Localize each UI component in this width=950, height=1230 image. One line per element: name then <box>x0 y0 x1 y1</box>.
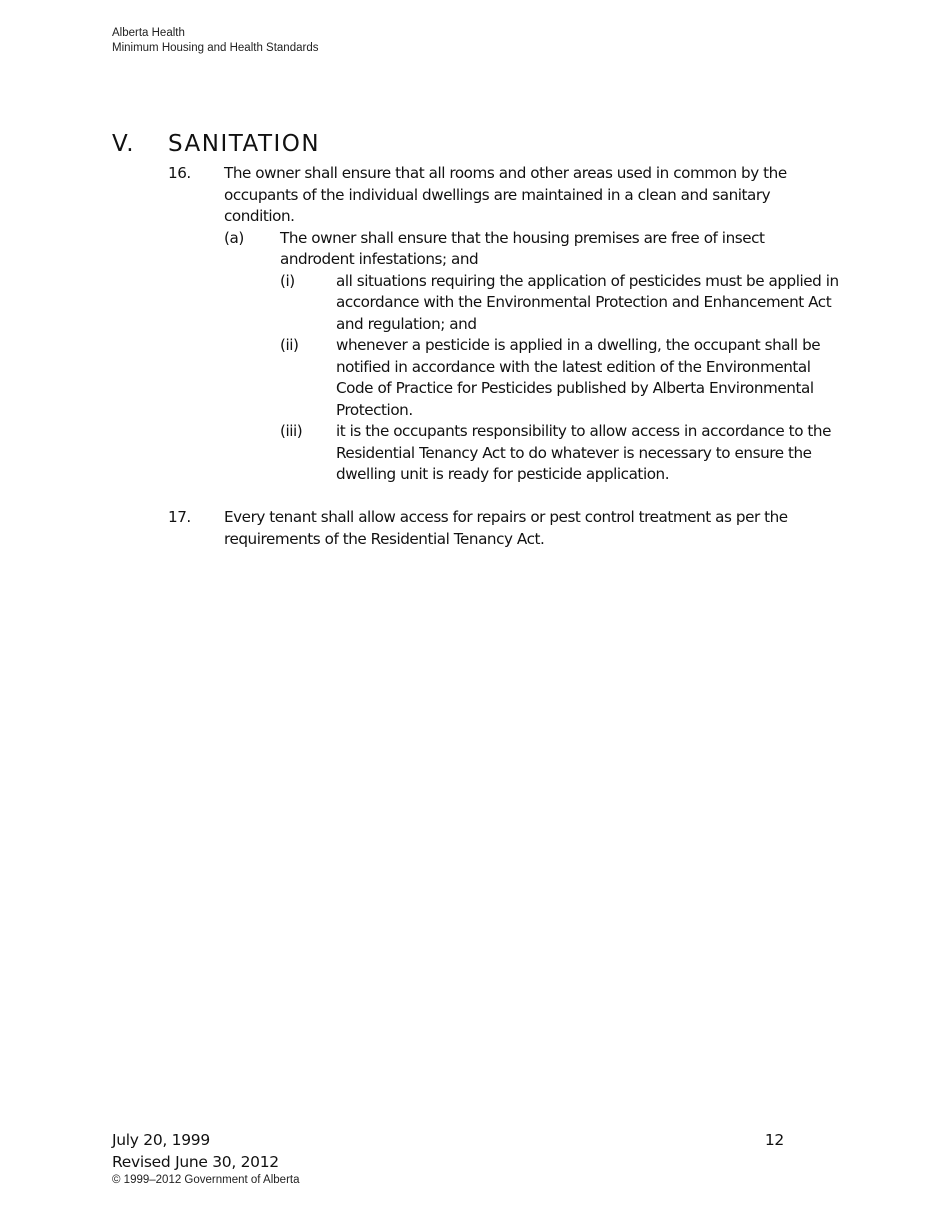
section-heading <box>112 128 320 160</box>
section-body <box>112 163 840 550</box>
subsubclause-text: all situations requiring the application of pesticides must be applied in accordance with the Environmental Protection and Enhancement Act and regulation; and <box>336 271 839 333</box>
section-title: SANITATION <box>168 131 321 157</box>
clause-16-a-ii <box>112 335 840 421</box>
spacer <box>112 486 840 508</box>
subclause-text: The owner shall ensure that the housing premises are free of insect androdent infestations; and <box>280 228 765 268</box>
subsubclause-label: (ii) <box>280 336 299 354</box>
page-number: 12 <box>764 1131 784 1149</box>
header-doc-title: Minimum Housing and Health Standards <box>112 42 319 54</box>
subsubclause-label: (i) <box>280 271 295 290</box>
clause-text: Every tenant shall allow access for repairs or pest control treatment as per the requirements of the Residential Tenancy Act. <box>224 508 788 548</box>
page-footer <box>112 1130 784 1187</box>
footer-date-row <box>112 1130 784 1152</box>
clause-16 <box>112 163 840 228</box>
clause-number: 16. <box>168 164 191 182</box>
clause-17 <box>112 507 840 550</box>
subsubclause-label: (iii) <box>280 422 303 440</box>
clause-16-a-iii <box>112 421 840 486</box>
footer-copyright: © 1999–2012 Government of Alberta <box>112 1174 300 1186</box>
footer-revised: Revised June 30, 2012 <box>112 1152 279 1171</box>
clause-number: 17. <box>168 508 191 526</box>
subsubclause-text: whenever a pesticide is applied in a dwelling, the occupant shall be notified in accordance with the latest edition of the Environmental Code of Practice for Pesticides published by Alberta Environmental Protection. <box>336 336 821 419</box>
clause-16-a <box>112 228 840 271</box>
clause-16-a-i <box>112 271 840 336</box>
page-header <box>112 26 318 56</box>
subclause-label: (a) <box>224 228 244 247</box>
clause-text: The owner shall ensure that all rooms and other areas used in common by the occupants of the individual dwellings are maintained in a clean and sanitary condition. <box>224 164 787 225</box>
footer-date: July 20, 1999 <box>112 1131 210 1149</box>
section-number: V. <box>112 131 136 157</box>
subsubclause-text: it is the occupants responsibility to allow access in accordance to the Residential Tenancy Act to do whatever is necessary to ensure the dwelling unit is ready for pesticide application. <box>336 422 831 483</box>
header-org: Alberta Health <box>112 27 185 39</box>
